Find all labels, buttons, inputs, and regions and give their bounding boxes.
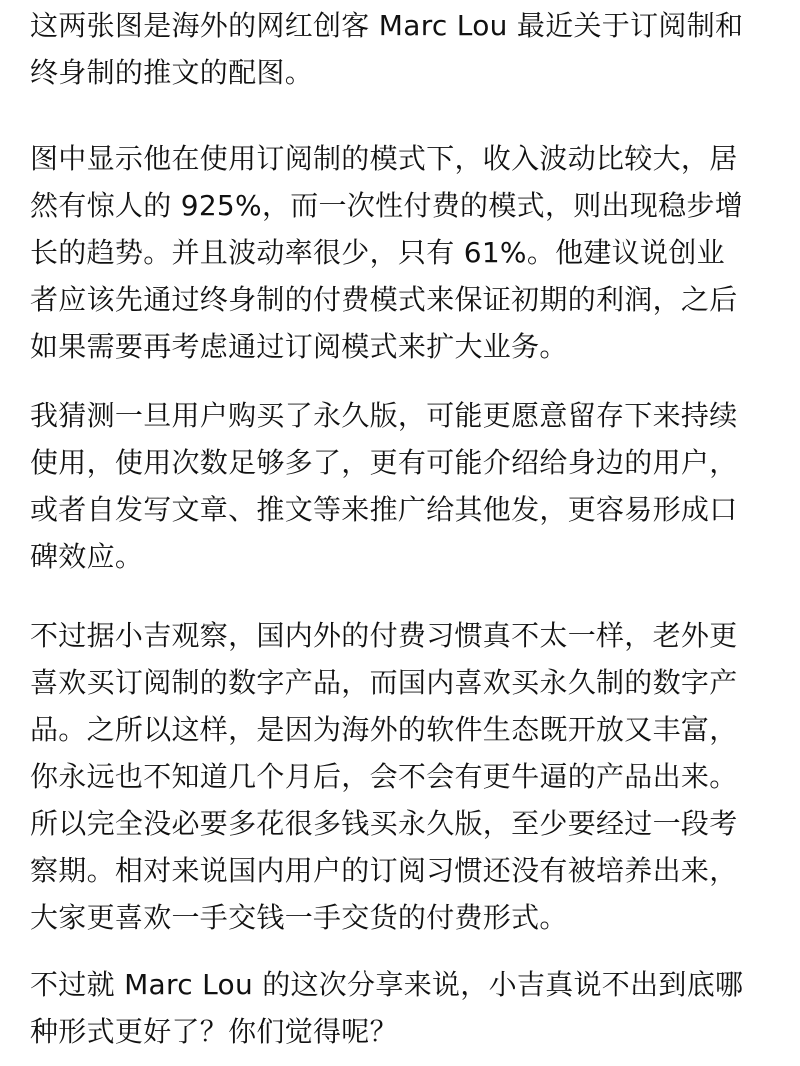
paragraph-line: 然有惊人的 925%，而一次性付费的模式，则出现稳步增 — [30, 189, 744, 222]
paragraph-line: 这两张图是海外的网红创客 Marc Lou 最近关于订阅制和 — [30, 9, 744, 42]
paragraph-line: 大家更喜欢一手交钱一手交货的付费形式。 — [30, 901, 568, 934]
paragraph-line: 如果需要再考虑通过订阅模式来扩大业务。 — [30, 330, 568, 363]
paragraph-line: 或者自发写文章、推文等来推广给其他发，更容易形成口 — [30, 493, 738, 526]
paragraph-line: 喜欢买订阅制的数字产品，而国内喜欢买永久制的数字产 — [30, 666, 738, 699]
paragraph-line: 碑效应。 — [30, 540, 144, 573]
paragraph-line: 所以完全没必要多花很多钱买永久版，至少要经过一段考 — [30, 807, 738, 840]
paragraph-line: 者应该先通过终身制的付费模式来保证初期的利润，之后 — [30, 283, 738, 316]
paragraph-line: 你永远也不知道几个月后，会不会有更牛逼的产品出来。 — [30, 760, 738, 793]
paragraph-1 — [30, 2, 743, 96]
paragraph-3 — [30, 392, 738, 580]
paragraph-line: 不过就 Marc Lou 的这次分享来说，小吉真说不出到底哪 — [30, 968, 744, 1001]
paragraph-line: 我猜测一旦用户购买了永久版，可能更愿意留存下来持续 — [30, 399, 738, 432]
paragraph-line: 长的趋势。并且波动率很少，只有 61%。他建议说创业 — [30, 236, 725, 269]
paragraph-line: 品。之所以这样，是因为海外的软件生态既开放又丰富， — [30, 713, 738, 746]
paragraph-line: 图中显示他在使用订阅制的模式下，收入波动比较大，居 — [30, 142, 738, 175]
paragraph-line: 使用，使用次数足够多了，更有可能介绍给身边的用户， — [30, 446, 738, 479]
paragraph-5 — [30, 961, 743, 1055]
paragraph-4 — [30, 612, 738, 941]
paragraph-line: 种形式更好了？你们觉得呢？ — [30, 1015, 398, 1048]
paragraph-line: 察期。相对来说国内用户的订阅习惯还没有被培养出来， — [30, 854, 738, 887]
paragraph-2 — [30, 135, 743, 370]
paragraph-line: 终身制的推文的配图。 — [30, 56, 314, 89]
paragraph-line: 不过据小吉观察，国内外的付费习惯真不太一样，老外更 — [30, 619, 738, 652]
